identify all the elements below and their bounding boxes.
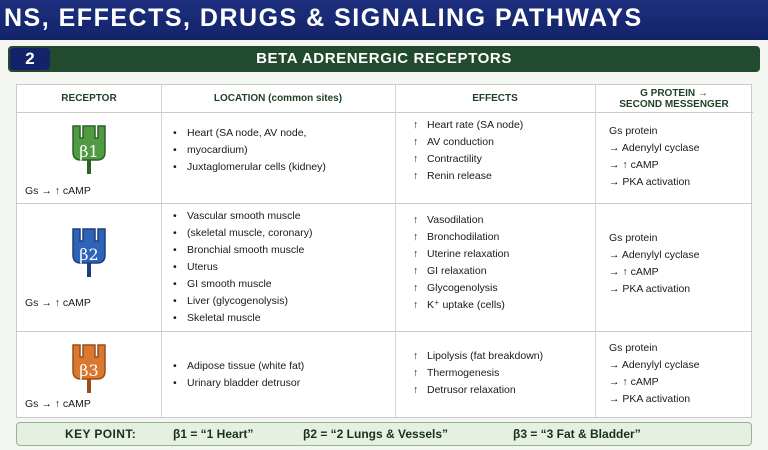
banner-title: NS, EFFECTS, DRUGS & SIGNALING PATHWAYS <box>4 4 643 32</box>
receptor-label: β1 <box>79 142 99 161</box>
list-item: • Juxtaglomerular cells (kidney) <box>173 159 393 176</box>
list-item: → ↑ cAMP <box>609 266 659 278</box>
list-item: Gs protein <box>609 232 658 244</box>
gprotein-list <box>609 340 749 408</box>
table-row-beta1 <box>17 113 753 203</box>
receptor-icon-beta1 <box>69 123 109 179</box>
key-point-beta1: β1 = “1 Heart” <box>173 427 254 441</box>
effects-list <box>413 348 593 399</box>
list-item: Gs protein <box>609 342 658 354</box>
list-item: → Adenylyl cyclase <box>609 249 700 261</box>
receptor-cell <box>17 204 161 331</box>
list-item-continued: • myocardium) <box>173 142 393 159</box>
list-item: → PKA activation <box>609 393 691 405</box>
receptor-label: β2 <box>79 245 99 264</box>
list-item: ↑ Glycogenolysis <box>413 280 593 297</box>
receptor-cell <box>17 113 161 203</box>
list-item: ↑ Lipolysis (fat breakdown) <box>413 348 593 365</box>
table-row-beta2 <box>17 204 753 331</box>
list-item: ↑ Vasodilation <box>413 212 593 229</box>
header-gprotein-line2: SECOND MESSENGER <box>619 98 729 110</box>
list-item: ↑ Contractility <box>413 151 593 168</box>
gprotein-list <box>609 230 749 298</box>
effects-list <box>413 117 593 185</box>
location-list <box>173 208 393 327</box>
header-effects: EFFECTS <box>395 85 595 113</box>
list-item: → ↑ cAMP <box>609 376 659 388</box>
list-item: ↑ Uterine relaxation <box>413 246 593 263</box>
list-item: • Bronchial smooth muscle <box>173 242 393 259</box>
list-item: ↑ GI relaxation <box>413 263 593 280</box>
section-number: 2 <box>10 48 50 70</box>
gprotein-list <box>609 123 749 191</box>
list-item: → PKA activation <box>609 283 691 295</box>
table-row-beta3 <box>17 332 753 418</box>
list-item: ↑ K⁺ uptake (cells) <box>413 297 593 314</box>
list-item: ↑ Renin release <box>413 168 593 185</box>
receptor-cell <box>17 332 161 418</box>
receptor-table <box>16 84 752 418</box>
list-item: • Urinary bladder detrusor <box>173 375 393 392</box>
list-item: • Heart (SA node, AV node, <box>173 125 393 142</box>
list-item: ↑ Thermogenesis <box>413 365 593 382</box>
list-item: Gs protein <box>609 125 658 137</box>
list-item: • GI smooth muscle <box>173 276 393 293</box>
list-item: • Uterus <box>173 259 393 276</box>
top-banner <box>0 0 768 40</box>
list-item: • Skeletal muscle <box>173 310 393 327</box>
header-receptor: RECEPTOR <box>17 85 161 113</box>
location-list <box>173 358 393 392</box>
list-item: ↑ AV conduction <box>413 134 593 151</box>
signal-summary: Gs → ↑ cAMP <box>25 297 91 309</box>
section-title: BETA ADRENERGIC RECEPTORS <box>256 50 512 67</box>
key-point-beta3: β3 = “3 Fat & Bladder” <box>513 427 641 441</box>
receptor-icon-beta2 <box>69 226 109 282</box>
key-point-beta2: β2 = “2 Lungs & Vessels” <box>303 427 449 441</box>
list-item: ↑ Heart rate (SA node) <box>413 117 593 134</box>
key-point-label: KEY POINT: <box>65 427 137 441</box>
header-gprotein <box>595 85 753 113</box>
signal-summary: Gs → ↑ cAMP <box>25 185 91 197</box>
list-item: → ↑ cAMP <box>609 159 659 171</box>
effects-list <box>413 212 593 314</box>
list-item: → Adenylyl cyclase <box>609 359 700 371</box>
header-gprotein-line1: G PROTEIN → <box>640 87 708 99</box>
list-item: ↑ Detrusor relaxation <box>413 382 593 399</box>
location-list <box>173 125 393 176</box>
list-item: ↑ Bronchodilation <box>413 229 593 246</box>
list-item: • Adipose tissue (white fat) <box>173 358 393 375</box>
receptor-icon-beta3 <box>69 342 109 398</box>
list-item: • Liver (glycogenolysis) <box>173 293 393 310</box>
header-location: LOCATION (common sites) <box>161 85 395 113</box>
list-item: → Adenylyl cyclase <box>609 142 700 154</box>
key-point-box <box>16 422 752 446</box>
receptor-label: β3 <box>79 361 99 380</box>
list-item-continued: • (skeletal muscle, coronary) <box>173 225 393 242</box>
signal-summary: Gs → ↑ cAMP <box>25 398 91 410</box>
list-item: → PKA activation <box>609 176 691 188</box>
list-item: • Vascular smooth muscle <box>173 208 393 225</box>
